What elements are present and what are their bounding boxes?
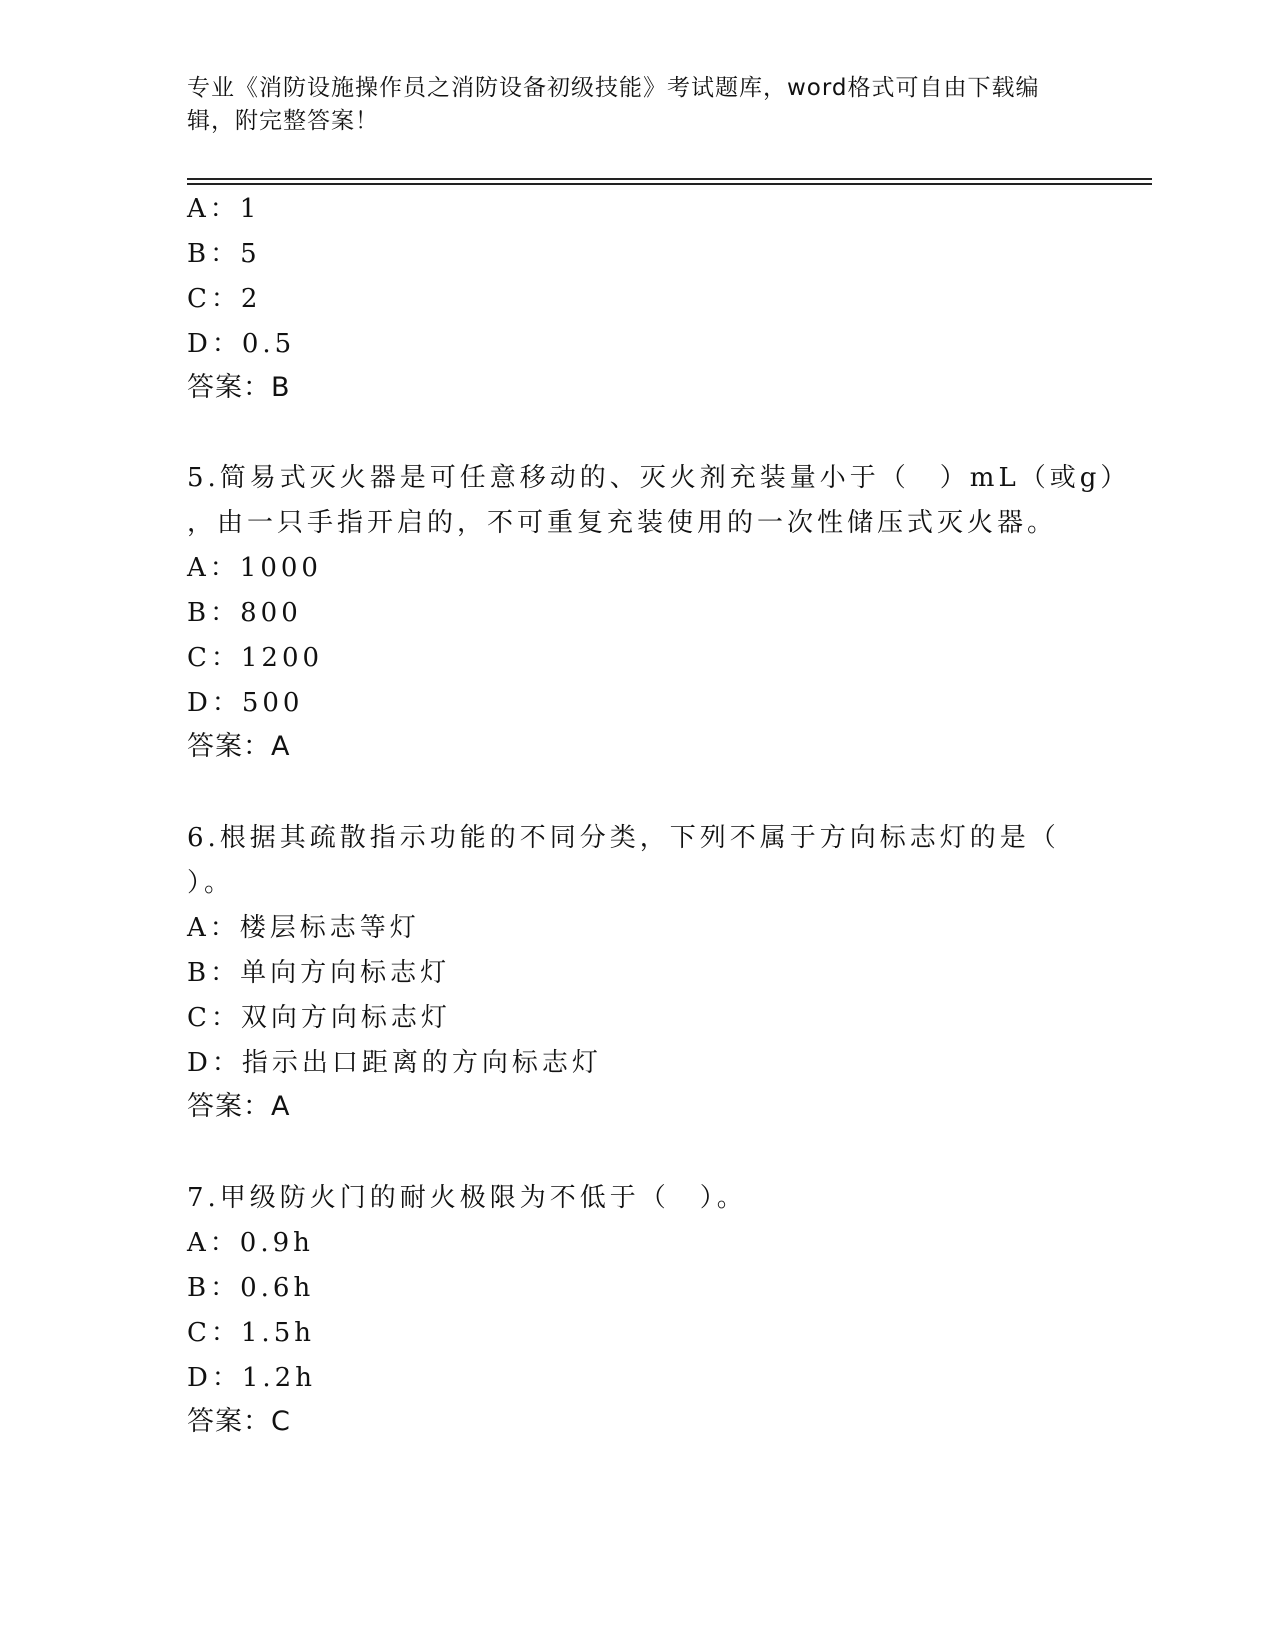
document-header [187, 72, 1067, 138]
answer-text: 答案：C [187, 1406, 291, 1437]
question-stem-line-1: 7.甲级防火门的耐火极限为不低于（ ）。 [187, 1183, 747, 1213]
answer-text: 答案：B [187, 372, 291, 403]
option-c: C：1200 [187, 643, 324, 673]
option-c: C：双向方向标志灯 [187, 1003, 451, 1033]
question-stem-line-1: 6.根据其疏散指示功能的不同分类，下列不属于方向标志灯的是（ [187, 823, 1060, 853]
option-d: D：500 [187, 688, 304, 718]
answer-text: 答案：A [187, 1091, 291, 1122]
option-b: B：单向方向标志灯 [187, 958, 451, 988]
question-stem-line-2: ）。 [187, 868, 235, 898]
header-title-line-1: 专业《消防设施操作员之消防设备初级技能》考试题库，word格式可自由下载编 [187, 75, 1040, 101]
option-b: B：800 [187, 598, 302, 628]
header-divider-bottom [187, 183, 1152, 185]
header-divider-top [187, 178, 1152, 180]
option-d: D：0.5 [187, 329, 296, 359]
option-a: A：1000 [187, 553, 322, 583]
answer-text: 答案：A [187, 731, 291, 762]
question-stem-line-2: ，由一只手指开启的，不可重复充装使用的一次性储压式灭火器。 [187, 508, 1058, 538]
option-b: B：5 [187, 239, 261, 269]
option-c: C：2 [187, 284, 262, 314]
option-d: D：指示出口距离的方向标志灯 [187, 1048, 602, 1078]
option-a: A：1 [187, 194, 261, 224]
header-title-line-2: 辑，附完整答案！ [187, 108, 379, 134]
question-stem-line-1: 5.简易式灭火器是可任意移动的、灭火剂充装量小于（ ）mL（或g） [187, 463, 1131, 493]
option-c: C：1.5h [187, 1318, 315, 1348]
option-a: A：楼层标志等灯 [187, 913, 420, 943]
option-d: D：1.2h [187, 1363, 316, 1393]
option-b: B：0.6h [187, 1273, 315, 1303]
option-a: A：0.9h [187, 1228, 314, 1258]
